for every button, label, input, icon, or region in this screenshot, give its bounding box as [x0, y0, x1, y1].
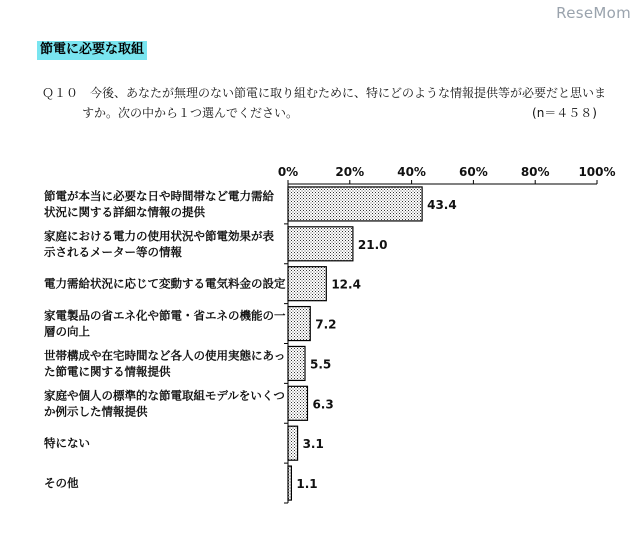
resemom-watermark: ReseMom — [556, 4, 631, 22]
question-line-2-text: すか。次の中から１つ選んでください。 — [82, 106, 299, 120]
category-label: 状況に関する詳細な情報の提供 — [44, 204, 205, 219]
x-tick-label: 0% — [277, 165, 299, 179]
category-label: か例示した情報提供 — [44, 404, 148, 419]
x-tick-label: 40% — [397, 165, 426, 179]
bar-value-label: 1.1 — [296, 477, 318, 492]
category-label: その他 — [44, 476, 79, 491]
category-label: 電力需給状況に応じて変動する電気料金の設定 — [44, 276, 286, 291]
category-label: 示されるメーター等の情報 — [44, 244, 182, 259]
bar-value-label: 43.4 — [427, 197, 457, 212]
bar-value-label: 21.0 — [357, 237, 388, 252]
bar-value-label: 12.4 — [331, 277, 361, 292]
category-label: 層の向上 — [44, 324, 90, 339]
category-label: 特にない — [44, 436, 90, 451]
bar-value-label: 3.1 — [302, 437, 324, 452]
category-label: 家電製品の省エネ化や節電・省エネの機能の一 — [44, 308, 286, 323]
bar — [288, 466, 291, 500]
bar-value-label: 6.3 — [312, 397, 334, 412]
sample-size: (n＝４５８) — [532, 106, 597, 120]
bar-value-label: 7.2 — [315, 317, 337, 332]
x-tick-label: 20% — [335, 165, 365, 179]
bar — [288, 187, 422, 221]
x-tick-label: 60% — [459, 165, 488, 179]
bar — [288, 307, 310, 341]
x-tick-label: 80% — [520, 165, 550, 179]
category-label: 世帯構成や在宅時間など各人の使用実態にあっ — [44, 348, 286, 363]
category-label: 節電が本当に必要な日や時間帯など電力需給 — [44, 188, 274, 203]
bar — [288, 267, 326, 301]
bar — [288, 386, 307, 420]
bar — [288, 346, 305, 380]
bar-value-label: 5.5 — [309, 357, 332, 372]
question-line-1: Ｑ１０ 今後、あなたが無理のない節電に取り組むために、特にどのような情報提供等が必要だと思いま — [42, 86, 607, 100]
category-label: た節電に関する情報提供 — [44, 364, 171, 379]
category-label: 家庭における電力の使用状況や節電効果が表 — [44, 228, 274, 243]
bar — [288, 426, 298, 460]
bar — [288, 227, 353, 261]
section-title: 節電に必要な取組 — [37, 41, 147, 60]
category-label: 家庭や個人の標準的な節電取組モデルをいくつ — [44, 388, 285, 403]
x-tick-label: 100% — [578, 165, 616, 179]
